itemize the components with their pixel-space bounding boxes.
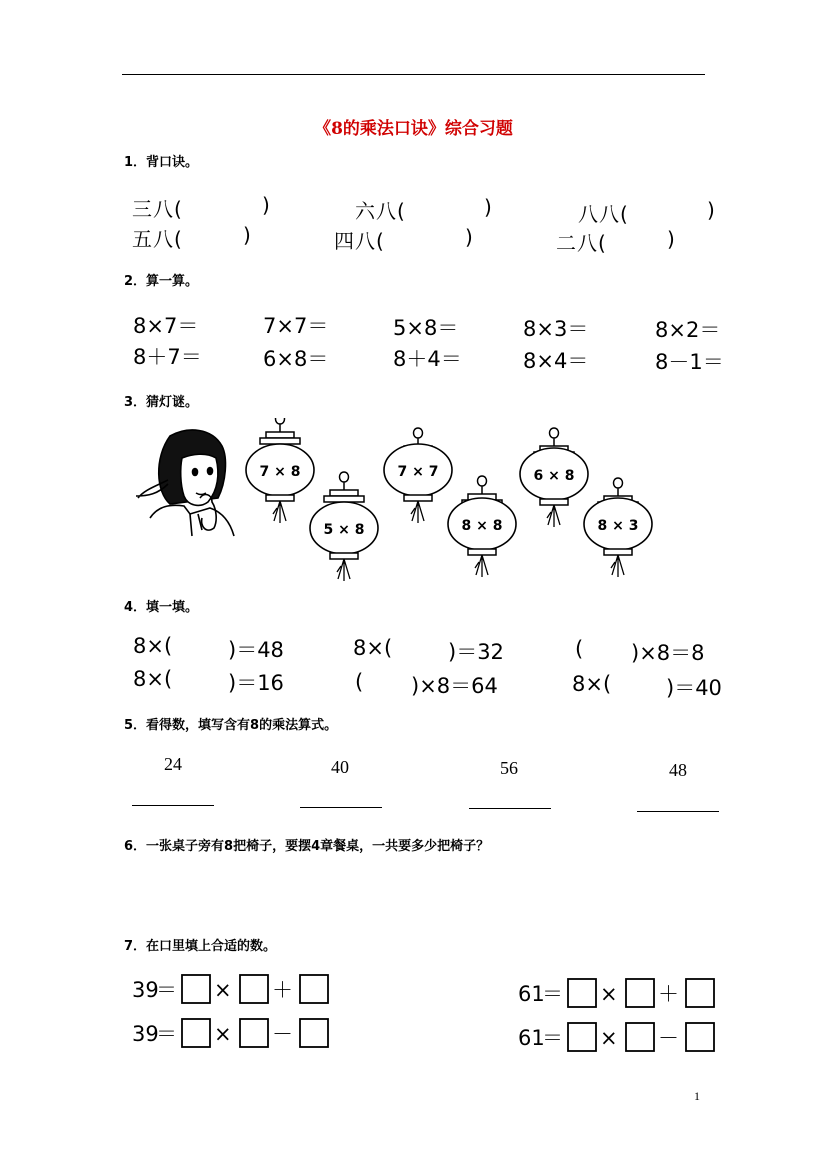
fill-right: )＝16 — [228, 671, 284, 695]
section-4-heading: 4．填一填。 — [124, 600, 199, 615]
operator: × — [214, 1022, 232, 1046]
recite-close: ) — [707, 198, 716, 222]
recite-close: ) — [465, 225, 474, 249]
page-number: 1 — [694, 1089, 700, 1103]
lantern-label: 7 × 7 — [397, 464, 439, 480]
operator: － — [658, 1026, 679, 1050]
calc-item: 8＋4＝ — [393, 347, 462, 371]
answer-box[interactable] — [568, 979, 596, 1007]
girl-illustration — [136, 430, 234, 536]
calc-item: 6×8＝ — [263, 347, 329, 371]
box-equation-row — [132, 975, 328, 1003]
target-number: 56 — [500, 758, 518, 778]
answer-box[interactable] — [626, 979, 654, 1007]
answer-box[interactable] — [182, 975, 210, 1003]
section-5-heading: 5．看得数，填写含有8的乘法算式。 — [124, 718, 338, 733]
lantern — [384, 428, 452, 523]
calc-item: 7×7＝ — [263, 314, 329, 338]
equals-sign: ＝ — [156, 1022, 177, 1046]
operator: × — [600, 1026, 618, 1050]
recite-label: 五八( — [132, 227, 183, 251]
recite-close: ) — [262, 193, 271, 217]
answer-box[interactable] — [686, 979, 714, 1007]
lantern-label: 6 × 8 — [533, 468, 575, 484]
recite-label: 六八( — [355, 199, 406, 223]
calc-item: 8×7＝ — [133, 314, 199, 338]
fill-left: 8×( — [133, 634, 173, 658]
recite-label: 八八( — [578, 202, 629, 226]
lantern-riddle-illustration — [130, 418, 670, 583]
fill-left: ( — [355, 670, 364, 694]
section-3-heading: 3．猜灯谜。 — [124, 395, 199, 410]
section-7-heading: 7．在口里填上合适的数。 — [124, 939, 277, 954]
equals-sign: ＝ — [156, 978, 177, 1002]
fill-right: )×8＝8 — [631, 641, 705, 665]
box-equation-row — [518, 1023, 714, 1051]
answer-line[interactable] — [637, 811, 719, 812]
calc-item: 8＋7＝ — [133, 345, 202, 369]
lantern-label: 5 × 8 — [323, 522, 365, 538]
equation-number: 61 — [518, 982, 545, 1006]
recite-label: 四八( — [334, 229, 385, 253]
lantern-label: 8 × 8 — [461, 518, 503, 534]
lantern-label: 7 × 8 — [259, 464, 301, 480]
page-title: 《8的乘法口诀》综合习题 — [314, 119, 513, 139]
fill-left: 8×( — [572, 672, 612, 696]
recite-label: 三八( — [132, 197, 183, 221]
answer-box[interactable] — [182, 1019, 210, 1047]
box-equation-row — [132, 1019, 328, 1047]
target-number: 48 — [669, 760, 687, 780]
section-2-heading: 2．算一算。 — [124, 274, 199, 289]
answer-line[interactable] — [132, 805, 214, 806]
fill-left: 8×( — [133, 667, 173, 691]
answer-box[interactable] — [568, 1023, 596, 1051]
lantern — [584, 478, 652, 577]
answer-box[interactable] — [626, 1023, 654, 1051]
box-equation-row — [518, 979, 714, 1007]
equation-number: 61 — [518, 1026, 545, 1050]
fill-right: )＝40 — [666, 676, 722, 700]
box-equations — [128, 966, 728, 1056]
lantern-label: 8 × 3 — [597, 518, 639, 534]
operator: × — [600, 982, 618, 1006]
answer-box[interactable] — [240, 975, 268, 1003]
calc-item: 5×8＝ — [393, 316, 459, 340]
section-1-heading: 1．背口诀。 — [124, 155, 199, 170]
answer-box[interactable] — [686, 1023, 714, 1051]
fill-right: )＝48 — [228, 638, 284, 662]
answer-line[interactable] — [469, 808, 551, 809]
equation-number: 39 — [132, 978, 159, 1002]
calc-item: 8×3＝ — [523, 317, 589, 341]
fill-left: ( — [575, 637, 584, 661]
operator: － — [272, 1022, 293, 1046]
lantern — [448, 476, 516, 577]
calc-item: 8×2＝ — [655, 318, 721, 342]
recite-close: ) — [484, 195, 493, 219]
recite-close: ) — [243, 223, 252, 247]
fill-left: 8×( — [353, 636, 393, 660]
target-number: 40 — [331, 757, 349, 777]
operator: ＋ — [272, 978, 293, 1002]
answer-box[interactable] — [300, 975, 328, 1003]
lantern — [520, 428, 588, 527]
calc-item: 8－1＝ — [655, 350, 724, 374]
operator: ＋ — [658, 982, 679, 1006]
equals-sign: ＝ — [542, 1026, 563, 1050]
recite-close: ) — [667, 227, 676, 251]
answer-box[interactable] — [240, 1019, 268, 1047]
fill-right: )×8＝64 — [411, 674, 498, 698]
answer-line[interactable] — [300, 807, 382, 808]
answer-box[interactable] — [300, 1019, 328, 1047]
recite-label: 二八( — [556, 231, 607, 255]
header-rule — [122, 74, 705, 75]
equals-sign: ＝ — [542, 982, 563, 1006]
lantern — [246, 418, 314, 523]
section-6-heading: 6．一张桌子旁有8把椅子，要摆4章餐桌，一共要多少把椅子？ — [124, 839, 490, 854]
operator: × — [214, 978, 232, 1002]
target-number: 24 — [164, 754, 182, 774]
fill-right: )＝32 — [448, 640, 504, 664]
calc-item: 8×4＝ — [523, 349, 589, 373]
equation-number: 39 — [132, 1022, 159, 1046]
lantern — [310, 472, 378, 581]
